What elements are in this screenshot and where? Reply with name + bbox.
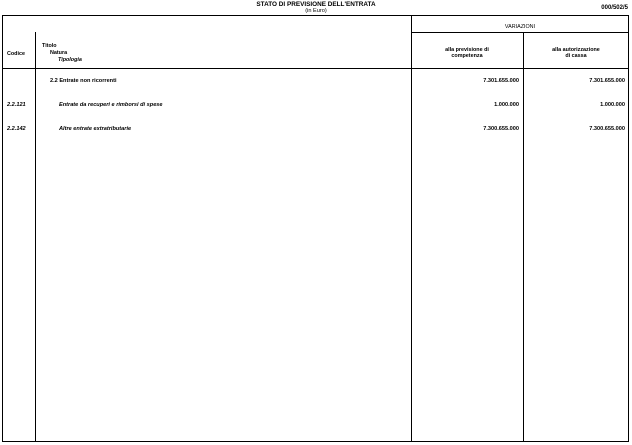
competenza-column-divider: [523, 32, 524, 442]
competenza-header-line1: alla previsione di: [445, 47, 489, 53]
table-row-competenza: 7.300.655.000: [483, 126, 519, 132]
table-row-code: 2.2.121: [7, 102, 26, 108]
table-row-code: 2.2.142: [7, 126, 26, 132]
codice-header: Codice: [7, 51, 25, 57]
table-row-label: Entrate da recuperi e rimborsi di spese: [59, 102, 163, 108]
variazioni-header: VARIAZIONI: [504, 24, 536, 30]
titolo-header: Titolo: [42, 43, 57, 49]
competenza-header-line2: competenza: [451, 53, 483, 59]
natura-header: Natura: [50, 50, 68, 56]
table-row-cassa: 7.301.655.000: [589, 78, 625, 84]
table-row-competenza: 1.000.000: [494, 102, 519, 108]
table-row-cassa: 7.300.655.000: [589, 126, 625, 132]
table-row-label: 2.2 Entrate non ricorrenti: [50, 78, 117, 84]
table-row-label: Altre entrate extratributarie: [59, 126, 132, 132]
variazioni-divider: [411, 32, 629, 33]
document-code: 000/502/5: [601, 5, 628, 11]
table-row-cassa: 1.000.000: [600, 102, 625, 108]
cassa-header-line2: di cassa: [565, 53, 587, 59]
page-subtitle: (in Euro): [305, 8, 327, 14]
header-divider: [2, 68, 629, 69]
cassa-header-line1: alla autorizzazione: [552, 47, 600, 53]
tipologia-header: Tipologia: [58, 57, 82, 63]
codice-column-divider: [35, 32, 36, 442]
page-title: STATO DI PREVISIONE DELL'ENTRATA: [256, 1, 376, 8]
table-row-competenza: 7.301.655.000: [483, 78, 519, 84]
